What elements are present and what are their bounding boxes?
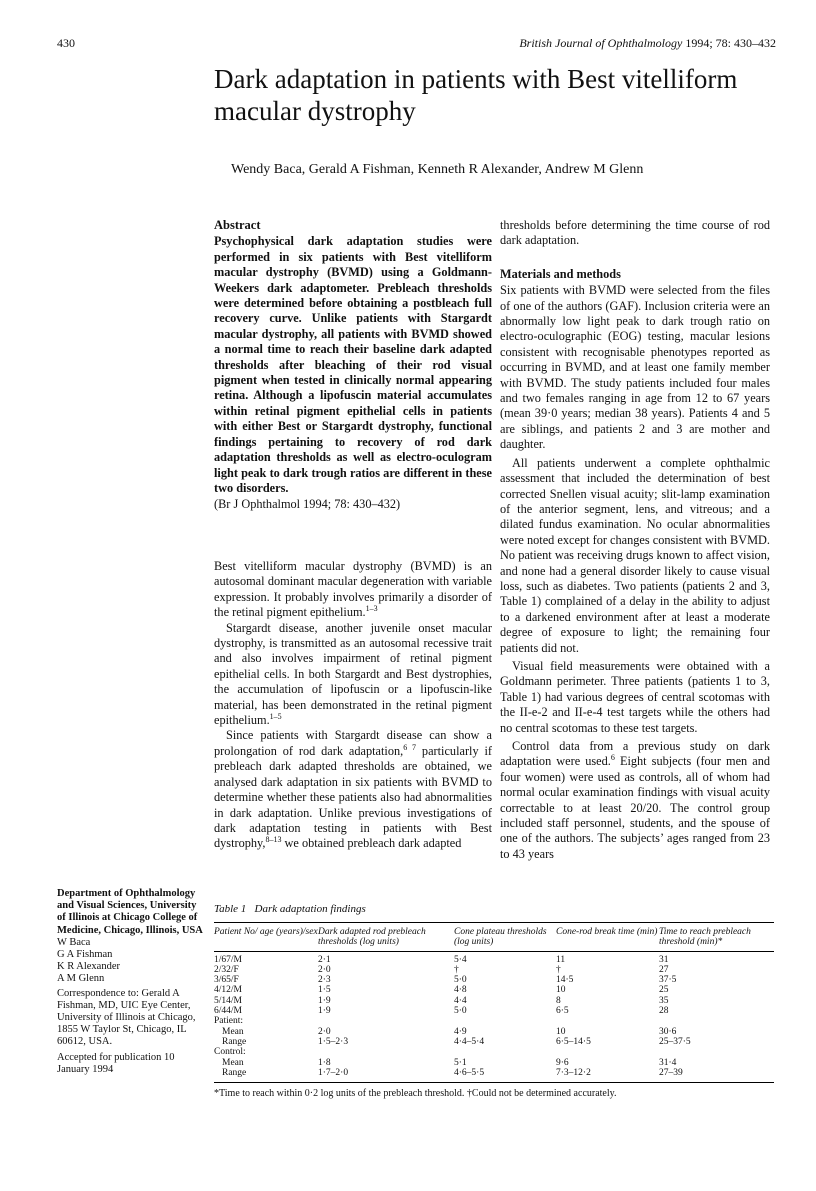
methods-paragraph-3: Visual field measurements were obtained with a Goldmann perimeter. Three patients (patients 1 to 3, Table 1) had various degrees of central scotomas with the II-e-2 and II-e-4 test targets while the others had no central scotomas to these test targets. [500, 658, 770, 735]
dark-adaptation-table [214, 927, 774, 1083]
methods-paragraph-4: Control data from a previous study on dark adaptation were used.$^6$ Eight subjects (four men and four women) were used as controls, all of whom had normal ocular examination findings with visual acuity correctable to at least 20/20. The control group included staff personnel, students, and the spouse of one of the authors. The subjects’ ages ranged from 23 to 43 years [500, 739, 771, 861]
intro-paragraph-3: Since patients with Stargardt disease can show a prolongation of rod dark adaptation,$^{6 7}$ particularly if prebleach dark adapted thresholds are obtained, we analysed dark adaptation in six patients with BVMD to determine whether these patients also had abnormalities in dark adaptation. Unlike previous investigations of dark adaptation testing in patients with Best dystrophy,$^{8-13}$ we obtained prebleach dark adapted [214, 728, 493, 851]
intro-paragraph-2: Stargardt disease, another juvenile onset macular dystrophy, is transmitted as an autosomal recessive trait and also involves impairment of retinal pigment epithelial cells. In both Stargardt and Best dystrophies, the accumulation of lipofuscin or a lipofuscin-like material, has been demonstrated in the retinal pigment epithelium.$^{1-5}$ [214, 620, 492, 728]
abstract-heading: Abstract [214, 218, 261, 232]
methods-paragraph-1: Six patients with BVMD were selected from the files of one of the authors (GAF). Inclusion criteria were an abnormally low light peak to dark trough ratio on electro-oculographic (EOG) testing, macular lesions consistent with recognisable phenotypes reported as occurring in BVMD, and at least one family member with BVMD. The study patients included four males and two females ranging in age from 12 to 67 years (mean 39·0 years; median 38 years). Patients 4 and 5 are siblings, and patients 2 and 3 are mother and daughter. [500, 283, 770, 452]
table-header: Time to reach prebleach threshold (min)* [659, 927, 751, 948]
abstract-body: Psychophysical dark adaptation studies were performed in six patients with Best vitelliform macular dystrophy (BVMD) using a Goldmann-Weekers dark adaptometer. Prebleach thresholds were determined before obtaining a postbleach full recovery curve. Unlike patients with Stargardt macular dystrophy, all patients with BVMD showed a normal time to reach their baseline dark adapted thresholds after bleaching of their rod visual pigment when tested in clinically normal appearing retina. Although a lipofuscin material accumulates within retinal pigment epithelial cells in patients with either Best or Stargardt dystrophy, functional findings pertaining to recovery of rod dark adaptation thresholds as well as electro-oculogram light peak to dark trough ratios are different in these two disorders. [214, 234, 492, 495]
table-row: Range 1·7–2·0 4·6–5·5 7·3–12·2 27–39 [222, 1067, 683, 1078]
intro-paragraph-1: Best vitelliform macular dystrophy (BVMD) is an autosomal dominant macular degeneration with variable expression. It probably involves primarily a disorder of the retinal pigment epithelium.$^{1-3}$ [214, 559, 492, 620]
table-header-row [214, 927, 774, 948]
affiliation-block [57, 888, 207, 1076]
affiliation-author: G A Fishman [57, 949, 113, 961]
methods-paragraph-2: All patients underwent a complete ophthalmic assessment that included the determination of best corrected Snellen visual acuity; slit-lamp examination of the anterior segment, lens, and vitreous; and a dilated fundus examination. No ocular abnormalities were noted except for changes consistent with BVMD. No patient was receiving drugs known to affect vision, and none had a general disorder likely to cause visual loss, such as diabetes. Two patients (patients 2 and 3, Table 1) complained of a delay in the ability to adjust to a darkened environment after at least a moderate degree of exposure to light; the remaining four patients did not. [500, 455, 770, 655]
table-row: Mean 1·8 5·1 9·6 31·4 [222, 1057, 677, 1068]
abstract-citation: (Br J Ophthalmol 1994; 78: 430–432) [214, 497, 401, 512]
affiliation-author: K R Alexander [57, 961, 120, 973]
introduction [214, 559, 492, 852]
intro-continuation: thresholds before determining the time course of rod dark adaptation. [500, 218, 770, 248]
article-authors: Wendy Baca, Gerald A Fishman, Kenneth R Alexander, Andrew M Glenn [231, 162, 644, 177]
journal-name: British Journal of Ophthalmology [519, 36, 683, 50]
table-row: Range 1·5–2·3 4·4–5·4 6·5–14·5 25–37·5 [222, 1036, 691, 1047]
right-column [500, 218, 770, 862]
table-header: Patient No/ age (years)/sex [214, 927, 318, 937]
article-title: Dark adaptation in patients with Best vitelliform macular dystrophy [214, 64, 738, 126]
table-header: Cone-rod break time (min) [556, 927, 658, 937]
affiliation-author: W Baca [57, 936, 91, 948]
journal-citation: 1994; 78: 430–432 [685, 36, 776, 50]
methods-heading: Materials and methods [500, 266, 621, 281]
table-footnote: *Time to reach within 0·2 log units of the prebleach threshold. †Could not be determined accurately. [214, 1088, 617, 1099]
table-group-label: Patient: [214, 1016, 244, 1027]
table-row: 3/65/F 2·3 5·0 14·5 37·5 [214, 975, 677, 986]
department: Department of Ophthalmology and Visual Sciences, University of Illinois at Chicago College of Medicine, Chicago, Illinois, USA [57, 888, 203, 936]
table-label: Table 1 [214, 903, 247, 915]
accepted-date: Accepted for publication 10 January 1994 [57, 1051, 175, 1075]
table-group-label: Control: [214, 1047, 246, 1058]
correspondence: Correspondence to: Gerald A Fishman, MD, UIC Eye Center, University of Illinois at Chicago, 1855 W Taylor St, Chicago, IL 60612, USA. [57, 987, 196, 1048]
table-caption [214, 903, 366, 915]
table-row: 1/67/M 2·1 5·4 11 31 [214, 954, 669, 965]
affiliation-author: A M Glenn [57, 973, 105, 985]
page-number: 430 [57, 36, 75, 50]
table-row: 5/14/M 1·9 4·4 8 35 [214, 995, 669, 1006]
table-row: 6/44/M 1·9 5·0 6·5 28 [214, 1006, 669, 1017]
table-caption-text: Dark adaptation findings [254, 903, 366, 915]
table-header: Dark adapted rod prebleach thresholds (log units) [318, 927, 426, 948]
table-row: 4/12/M 1·5 4·8 10 25 [214, 985, 669, 996]
table-row: 2/32/F 2·0 † † 27 [214, 964, 669, 975]
journal-header [519, 36, 776, 51]
table-header: Cone plateau thresholds (log units) [454, 927, 547, 948]
table-row: Mean 2·0 4·9 10 30·6 [222, 1026, 677, 1037]
table-rule-top [214, 922, 774, 923]
abstract-section [214, 218, 492, 513]
